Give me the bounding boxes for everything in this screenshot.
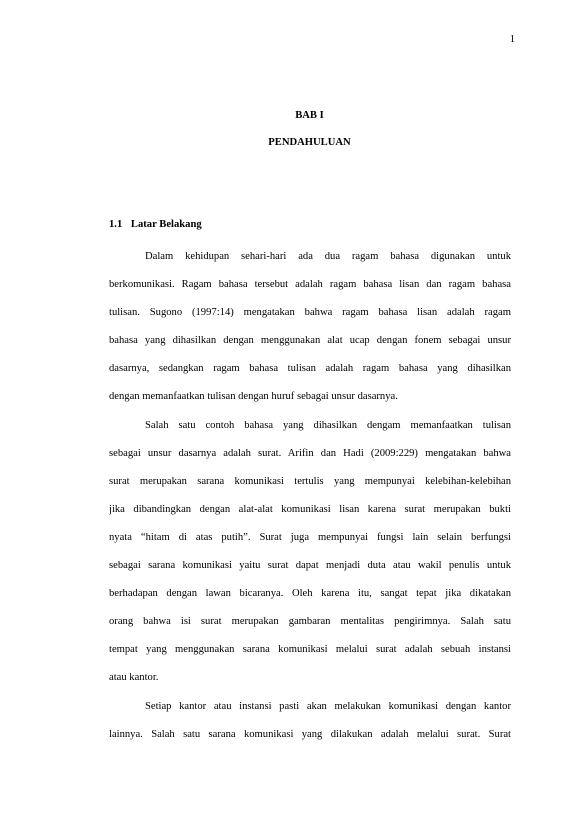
text-line: Setiap kantor atau instansi pasti akan melakukan komunikasi dengan kantor [145,700,511,712]
text-line: Salah satu contoh bahasa yang dihasilkan dengam memanfaatkan tulisan [145,419,511,431]
text-line: atau kantor. [109,672,159,684]
text-line: tulisan. Sugono (1997:14) mengatakan bahwa ragam bahasa lisan adalah ragam [109,307,511,319]
section-heading [109,219,202,230]
text-line: Dalam kehidupan sehari-hari ada dua ragam bahasa digunakan untuk [145,251,511,262]
text-line: lainnya. Salah satu sarana komunikasi yang dilakukan adalah melalui surat. Surat [109,728,511,740]
text-line: dasarnya, sedangkan ragam bahasa tulisan adalah ragam bahasa yang dihasilkan [109,363,511,375]
text-line: nyata “hitam di atas putih”. Surat juga mempunyai fungsi lain selain berfungsi [109,531,511,543]
body-text [109,243,511,749]
text-line: tempat yang menggunakan sarana komunikasi melalui surat adalah sebuah instansi [109,644,511,656]
chapter-title: PENDAHULUAN [268,137,351,148]
text-line: jika dibandingkan dengan alat-alat komunikasi lisan karena surat merupakan bukti [109,503,511,515]
section-title: Latar Belakang [130,219,202,230]
text-line: berkomunikasi. Ragam bahasa tersebut adalah ragam bahasa lisan dan ragam bahasa [109,279,511,291]
text-line: dengan memanfaatkan tulisan dengan huruf sebagai unsur dasarnya. [109,391,398,403]
text-line: berhadapan dengan lawan bicaranya. Oleh karena itu, sangat tepat jika dikatakan [109,588,511,600]
text-line: bahasa yang dihasilkan dengan menggunakan alat ucap dengan fonem sebagai unsur [109,335,511,347]
chapter-label: BAB I [295,110,324,121]
text-line: orang bahwa isi surat merupakan gambaran mentalitas pengirimnya. Salah satu [109,616,511,628]
page-number: 1 [509,34,515,45]
text-line: sebagai sarana komunikasi yaitu surat dapat menjadi duta atau wakil penulis untuk [109,560,511,572]
text-line: surat merupakan sarana komunikasi tertulis yang mempunyai kelebihan-kelebihan [109,475,511,487]
text-line: sebagai unsur dasarnya adalah surat. Arifin dan Hadi (2009:229) mengatakan bahwa [109,447,511,459]
section-number: 1.1 [109,219,123,230]
